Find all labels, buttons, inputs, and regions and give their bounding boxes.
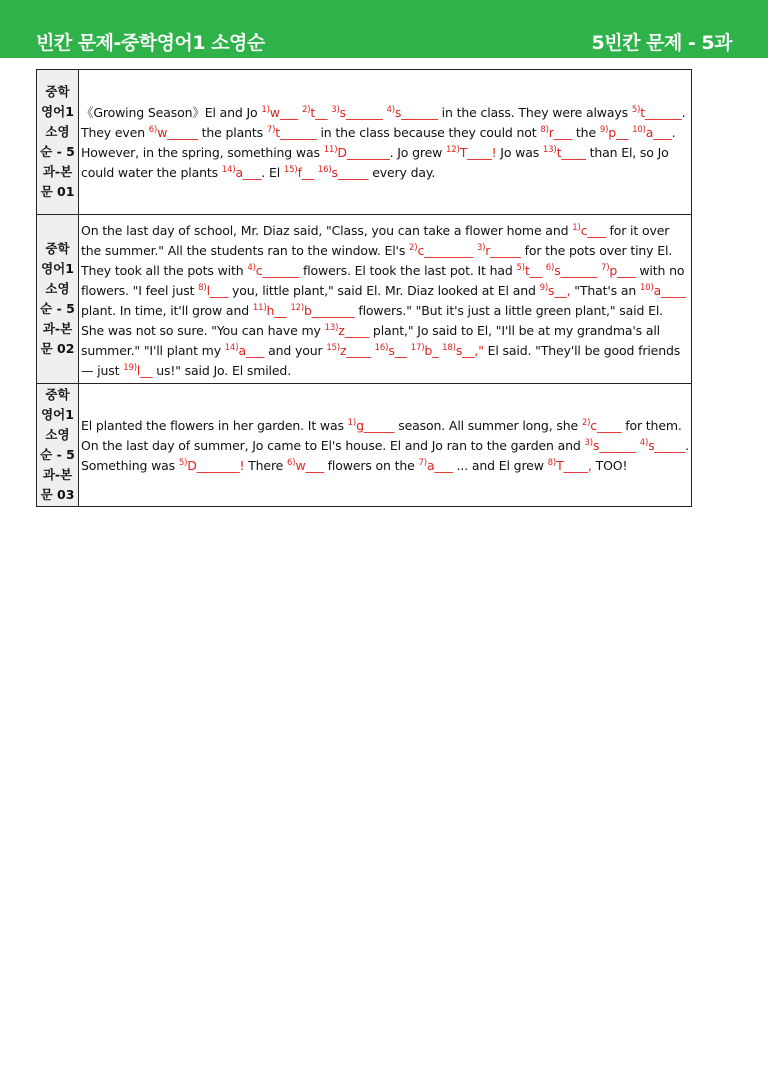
blank-number: 5) <box>516 263 525 273</box>
passage-text <box>79 70 692 215</box>
blank-hint: a___ <box>645 125 672 140</box>
blank-hint: z____ <box>338 323 370 338</box>
blank-number: 3) <box>476 243 486 253</box>
blank-field[interactable] <box>409 243 473 258</box>
blank-hint: c______ <box>255 263 300 278</box>
blank-number: 12) <box>290 303 305 313</box>
blank-number: 1) <box>572 223 581 233</box>
exercise-row <box>37 384 692 507</box>
blank-number: 9) <box>539 283 549 293</box>
blank-number: 7) <box>266 125 276 135</box>
blank-number: 9) <box>599 125 609 135</box>
blank-hint: a____ <box>653 283 686 298</box>
passage-segment: El planted the flowers in her garden. It was <box>81 418 348 433</box>
blank-field[interactable] <box>123 363 152 378</box>
exercise-table <box>36 69 692 507</box>
blank-number: 8) <box>547 458 557 468</box>
blank-number: 6) <box>148 125 158 135</box>
blank-field[interactable] <box>442 343 484 358</box>
blank-hint: c________ <box>417 243 473 258</box>
blank-hint: w_____ <box>157 125 198 140</box>
blank-hint: T____, <box>556 458 592 473</box>
blank-field[interactable] <box>419 458 453 473</box>
blank-field[interactable] <box>253 303 287 318</box>
exercise-row <box>37 70 692 215</box>
blank-hint: s__ <box>388 343 407 358</box>
blank-hint: w___ <box>269 105 299 120</box>
blank-number: 13) <box>324 323 339 333</box>
blank-number: 17) <box>410 343 425 353</box>
blank-field[interactable] <box>640 283 686 298</box>
blank-hint: t______ <box>275 125 317 140</box>
passage-segment: plant. In time, it'll grow and <box>81 303 253 318</box>
blank-number: 5) <box>178 458 188 468</box>
blank-hint: D_______! <box>187 458 245 473</box>
passage-segment: for the pots over tiny El. They took all the pots with <box>81 243 673 278</box>
passage-text <box>79 215 692 384</box>
blank-number: 6) <box>545 263 555 273</box>
passage-segment: El said. "They'll be good friends — just <box>81 343 681 378</box>
blank-field[interactable] <box>540 125 572 140</box>
blank-hint: s______ <box>394 105 438 120</box>
passage-segment: plant," Jo said to El, "I'll be at my grandma's all summer." "I'll plant my <box>81 323 660 358</box>
blank-hint: l__ <box>136 363 153 378</box>
blank-field[interactable] <box>477 243 521 258</box>
blank-hint: z____ <box>340 343 371 358</box>
blank-field[interactable] <box>632 105 682 120</box>
passage-segment: us!" said Jo. El smiled. <box>152 363 292 378</box>
blank-field[interactable] <box>331 105 382 120</box>
blank-field[interactable] <box>517 263 542 278</box>
blank-field[interactable] <box>267 125 317 140</box>
blank-number: 12) <box>446 145 460 155</box>
lesson-title: 5빈칸 문제 - 5과 <box>591 32 732 54</box>
passage-segment: ... and El grew <box>452 458 548 473</box>
blank-hint: g_____ <box>356 418 395 433</box>
blank-hint: s______ <box>592 438 636 453</box>
blank-field[interactable] <box>149 125 198 140</box>
blank-hint: D_______ <box>337 145 390 160</box>
blank-hint: r___ <box>548 125 573 140</box>
blank-number: 2) <box>409 243 418 253</box>
passage-segment: you, little plant," said El. Mr. Diaz looked at El and <box>228 283 540 298</box>
blank-number: 10) <box>632 125 646 135</box>
blank-number: 4) <box>639 438 649 448</box>
blank-hint: c____ <box>590 418 622 433</box>
blank-field[interactable] <box>225 343 265 358</box>
blank-field[interactable] <box>546 263 597 278</box>
blank-field[interactable] <box>600 125 628 140</box>
blank-number: 18) <box>442 343 456 353</box>
passage-segment: . They even <box>81 105 686 140</box>
passage-segment: for them. On the last day of summer, Jo came to El's house. El and Jo ran to the garden and <box>81 418 682 453</box>
blank-hint: t__ <box>524 263 542 278</box>
exercise-row <box>37 215 692 384</box>
blank-field[interactable] <box>386 105 437 120</box>
page-header <box>0 0 768 58</box>
passage-segment: every day. <box>368 165 436 180</box>
blank-number: 4) <box>386 105 395 115</box>
blank-hint: c___ <box>580 223 606 238</box>
row-label: 중학 영어1 소영 순 - 5 과-본 문 02 <box>37 215 79 384</box>
blank-hint: p__ <box>608 125 629 140</box>
blank-number: 3) <box>584 438 593 448</box>
passage-segment: Jo was <box>496 145 543 160</box>
blank-number: 14) <box>221 165 236 175</box>
passage-segment: than El, so Jo could water the plants <box>81 145 669 180</box>
blank-field[interactable] <box>543 145 586 160</box>
blank-hint: t____ <box>556 145 586 160</box>
blank-number: 11) <box>323 145 338 155</box>
blank-number: 8) <box>540 125 549 135</box>
blank-hint: s______ <box>554 263 598 278</box>
blank-hint: t__ <box>310 105 328 120</box>
passage-segment: . Jo grew <box>389 145 447 160</box>
passage-text <box>79 384 692 507</box>
blank-field[interactable] <box>411 343 439 358</box>
row-label: 중학 영어1 소영 순 - 5 과-본 문 03 <box>37 384 79 507</box>
passage-segment: "That's an <box>570 283 640 298</box>
blank-field[interactable] <box>632 125 672 140</box>
passage-segment: . El <box>261 165 284 180</box>
blank-hint: r_____ <box>485 243 521 258</box>
blank-number: 19) <box>123 363 137 373</box>
worksheet-title: 빈칸 문제-중학영어1 소영순 <box>36 32 265 54</box>
blank-hint: l___ <box>206 283 229 298</box>
passage-segment: for it over the summer." All the students ran to the window. El's <box>81 223 670 258</box>
blank-number: 3) <box>331 105 340 115</box>
blank-field[interactable] <box>582 418 622 433</box>
blank-number: 7) <box>418 458 427 468</box>
blank-field[interactable] <box>261 105 298 120</box>
blank-field[interactable] <box>324 145 390 160</box>
blank-hint: s__, <box>548 283 571 298</box>
passage-segment: with no flowers. "I feel just <box>81 263 685 298</box>
blank-field[interactable] <box>601 263 636 278</box>
passage-segment: On the last day of school, Mr. Diaz said, "Class, you can take a flower home and <box>81 223 573 238</box>
passage-segment: in the class. They were always <box>437 105 632 120</box>
blank-field[interactable] <box>548 458 592 473</box>
blank-number: 16) <box>374 343 389 353</box>
passage-segment: flowers on the <box>323 458 419 473</box>
blank-field[interactable] <box>325 323 370 338</box>
blank-number: 15) <box>283 165 298 175</box>
blank-field[interactable] <box>585 438 636 453</box>
blank-number: 5) <box>631 105 641 115</box>
blank-number: 10) <box>639 283 654 293</box>
blank-hint: b_ <box>424 343 439 358</box>
blank-hint: a___ <box>235 165 262 180</box>
passage-segment: in the class because they could not <box>316 125 541 140</box>
blank-number: 16) <box>317 165 332 175</box>
blank-field[interactable] <box>287 458 324 473</box>
blank-number: 2) <box>581 418 591 428</box>
blank-number: 4) <box>247 263 256 273</box>
blank-hint: a___ <box>238 343 265 358</box>
blank-hint: w___ <box>295 458 324 473</box>
blank-field[interactable] <box>326 343 371 358</box>
blank-hint: a___ <box>426 458 453 473</box>
blank-number: 14) <box>224 343 239 353</box>
passage-segment: flowers." "But it's just a little green plant," said El. She was not so sure. "You can have my <box>81 303 664 338</box>
blank-number: 2) <box>301 105 311 115</box>
blank-number: 15) <box>326 343 341 353</box>
blank-hint: f__ <box>297 165 315 180</box>
blank-field[interactable] <box>179 458 244 473</box>
passage-segment: . However, in the spring, something was <box>81 125 676 160</box>
passage-segment: and your <box>264 343 327 358</box>
row-label: 중학 영어1 소영 순 - 5 과-본 문 01 <box>37 70 79 215</box>
passage-segment: the plants <box>197 125 267 140</box>
passage-segment: the <box>572 125 600 140</box>
passage-segment: 《Growing Season》El and Jo <box>81 105 262 120</box>
blank-hint: s_____ <box>331 165 369 180</box>
blank-hint: s______ <box>339 105 383 120</box>
blank-hint: t______ <box>640 105 682 120</box>
blank-number: 1) <box>347 418 357 428</box>
blank-field[interactable] <box>640 438 685 453</box>
blank-field[interactable] <box>222 165 262 180</box>
blank-field[interactable] <box>284 165 314 180</box>
blank-field[interactable] <box>572 223 605 238</box>
blank-hint: T____! <box>459 145 497 160</box>
passage-segment: season. All summer long, she <box>394 418 582 433</box>
blank-field[interactable] <box>348 418 395 433</box>
passage-segment: TOO! <box>591 458 628 473</box>
blank-field[interactable] <box>198 283 228 298</box>
passage-segment: . Something was <box>81 438 689 473</box>
blank-number: 6) <box>287 458 296 468</box>
passage-segment: flowers. El took the last pot. It had <box>299 263 517 278</box>
blank-number: 1) <box>261 105 270 115</box>
blank-field[interactable] <box>290 303 354 318</box>
blank-field[interactable] <box>446 145 496 160</box>
blank-field[interactable] <box>375 343 407 358</box>
blank-number: 7) <box>600 263 610 273</box>
passage-segment: There <box>244 458 288 473</box>
blank-number: 13) <box>542 145 557 155</box>
blank-field[interactable] <box>318 165 369 180</box>
blank-hint: s__," <box>455 343 484 358</box>
blank-field[interactable] <box>540 283 571 298</box>
blank-hint: h__ <box>266 303 287 318</box>
blank-field[interactable] <box>247 263 299 278</box>
blank-field[interactable] <box>302 105 327 120</box>
blank-hint: s_____ <box>648 438 686 453</box>
blank-hint: b_______ <box>304 303 355 318</box>
blank-hint: p___ <box>609 263 636 278</box>
blank-number: 11) <box>252 303 267 313</box>
blank-number: 8) <box>198 283 207 293</box>
